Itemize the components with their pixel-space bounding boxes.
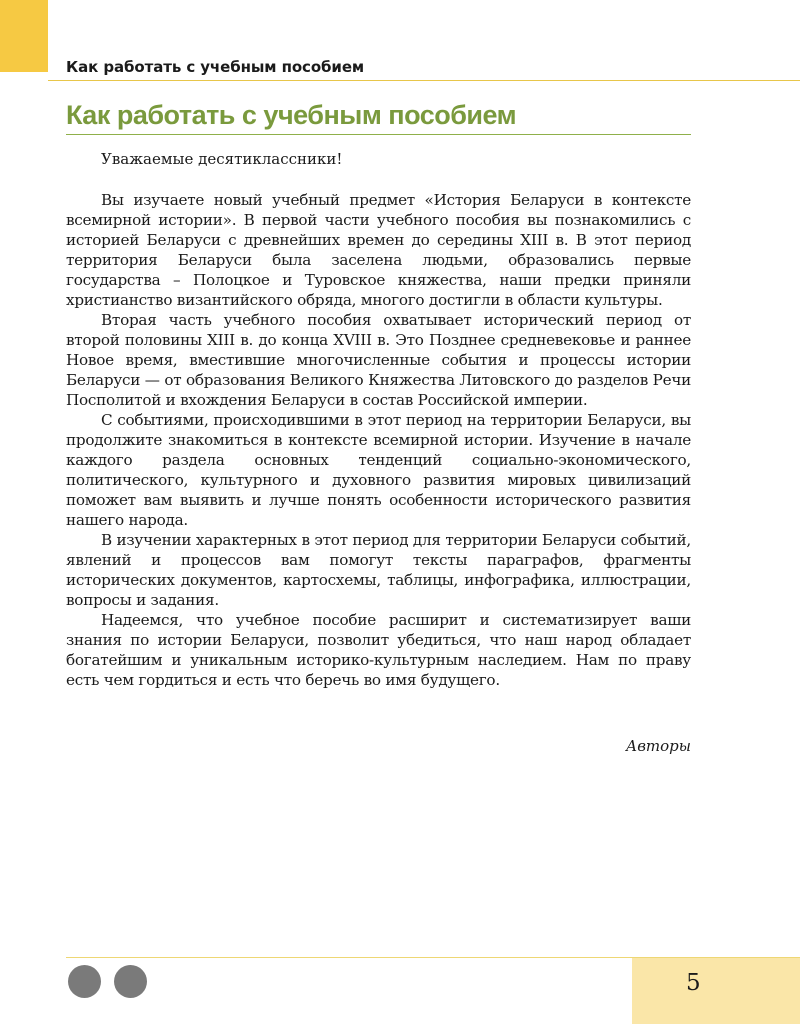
corner-accent-block [0, 0, 48, 72]
paragraph-3: С событиями, происходившими в этот период на территории Беларуси, вы продолжите знакомиться в контексте всемирной истории. Изучение в начале каждого раздела основных тенденций социально-экономического, политического, культурного и духовного развития мировых цивилизаций поможет вам выявить и лучше понять особенности исторического развития нашего народа. [66, 411, 691, 529]
running-header-title: Как работать с учебным пособием [66, 58, 365, 76]
authors-signature: Авторы [625, 737, 691, 755]
page-title: Как работать с учебным пособием [66, 100, 517, 130]
body-text [66, 190, 691, 690]
footer-circle-icon [114, 965, 147, 998]
greeting-line: Уважаемые десятиклассники! [101, 150, 343, 168]
paragraph-2: Вторая часть учебного пособия охватывает исторический период от второй половины XIII в. до конца XVIII в. Это Позднее средневековье и раннее Новое время, вместившие многочисленные события и процессы истории Беларуси — от образования Великого Княжества Литовского до разделов Речи Посполитой и вхождения Беларуси в состав Российской империи. [66, 311, 691, 409]
page-number: 5 [686, 970, 701, 996]
footer-circle-icon [68, 965, 101, 998]
paragraph-4: В изучении характерных в этот период для территории Беларуси событий, явлений и процессов вам помогут тексты параграфов, фрагменты исторических документов, картосхемы, таблицы, инфографика, иллюстрации, вопросы и задания. [66, 531, 691, 609]
paragraph-5: Надеемся, что учебное пособие расширит и систематизирует ваши знания по истории Беларуси, позволит убедиться, что наш народ обладает богатейшим и уникальным историко-культурным наследием. Нам по праву есть чем гордиться и есть что беречь во имя будущего. [66, 611, 691, 689]
paragraph-1: Вы изучаете новый учебный предмет «История Беларуси в контексте всемирной истории». В первой части учебного пособия вы познакомились с историей Беларуси с древнейших времен до середины XIII в. В этот период территория Беларуси была заселена людьми, образовались первые государства – Полоцкое и Туровское княжества, наши предки приняли христианство византийского обряда, многого достигли в области культуры. [66, 191, 691, 309]
page-number-box [632, 958, 800, 1024]
header-divider [48, 80, 800, 81]
title-underline [66, 134, 691, 135]
